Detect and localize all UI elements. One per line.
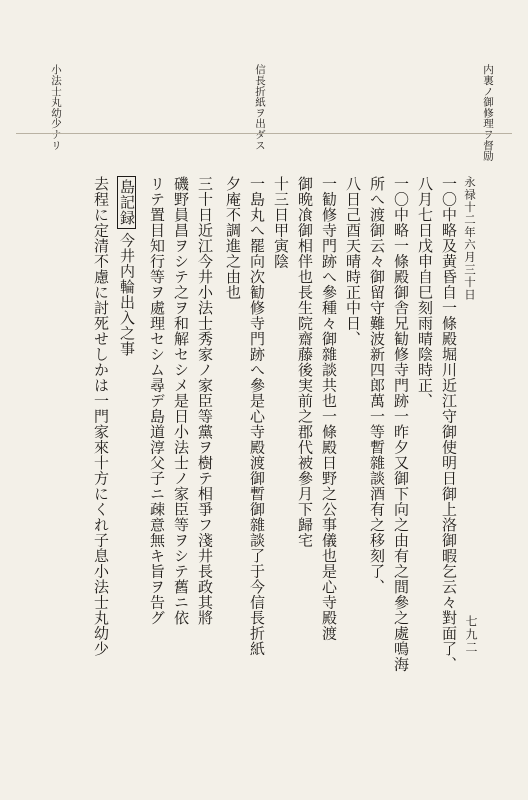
text-column-15: 去程に定清不慮に討死せしかは一門家來十方にくれ子息小法士丸幼少 [92, 176, 110, 657]
text-column-4: 所へ渡御云々御留守難波新四郎萬一等暫雜談酒有之移刻了、 [368, 176, 386, 595]
text-column-3: 一〇中略一條殿御舎兄勧修寺門跡一昨夕又御下向之由有之間參之處鳴海 [392, 176, 410, 672]
source-heading-title: 今井内輪出入之事 [118, 232, 136, 357]
margin-note-1: 内裏ノ御修理ヲ督励 [482, 64, 494, 162]
page-number: 七九二 [464, 615, 478, 654]
date-header: 永禄十二年六月三十日 [463, 176, 477, 301]
text-column-7: 御晩飡御相伴也長生院齋藤後実前之郡代被參月下歸宅 [296, 176, 314, 548]
text-column-2: 八月七日戊申自巳刻雨晴陰時正、 [416, 176, 434, 409]
header-rule [16, 133, 512, 134]
text-column-12: 磯野員昌ヲシテ之ヲ和解セシメ是日小法士ノ家臣等ヲシテ舊ニ依 [172, 176, 190, 626]
margin-note-3: 小法士丸幼少ナリ [50, 64, 62, 151]
text-column-8: 十三日甲寅陰 [272, 176, 290, 269]
text-column-9: 一島丸へ罷向次勧修寺門跡へ參是心寺殿渡御暫御雜談了于今信長折紙 [248, 176, 266, 657]
text-column-11: 三十日近江今井小法士秀家ノ家臣等黨ヲ樹テ相爭フ淺井長政其將 [196, 176, 214, 626]
text-column-14 [110, 176, 136, 761]
text-column-6: 一勧修寺門跡へ參種々御雜談共也一條殿日野之公事儀也是心寺殿渡 [320, 176, 338, 641]
margin-note-2: 信長折紙ヲ出ダス [254, 64, 266, 151]
text-column-1: 一〇中略及黄昏自一條殿堀川近江守御使明日御上洛御暇乞云々對面了、 [440, 176, 458, 672]
source-heading: 島記録 [117, 176, 136, 229]
text-column-10: 夕庵不調進之由也 [224, 176, 242, 300]
text-column-13: リテ置目知行等ヲ處理セシム尋デ島道淳父子ニ疎意無キ旨ヲ告グ [148, 176, 166, 626]
text-column-5: 八日己酉天晴時正中日、 [344, 176, 362, 347]
